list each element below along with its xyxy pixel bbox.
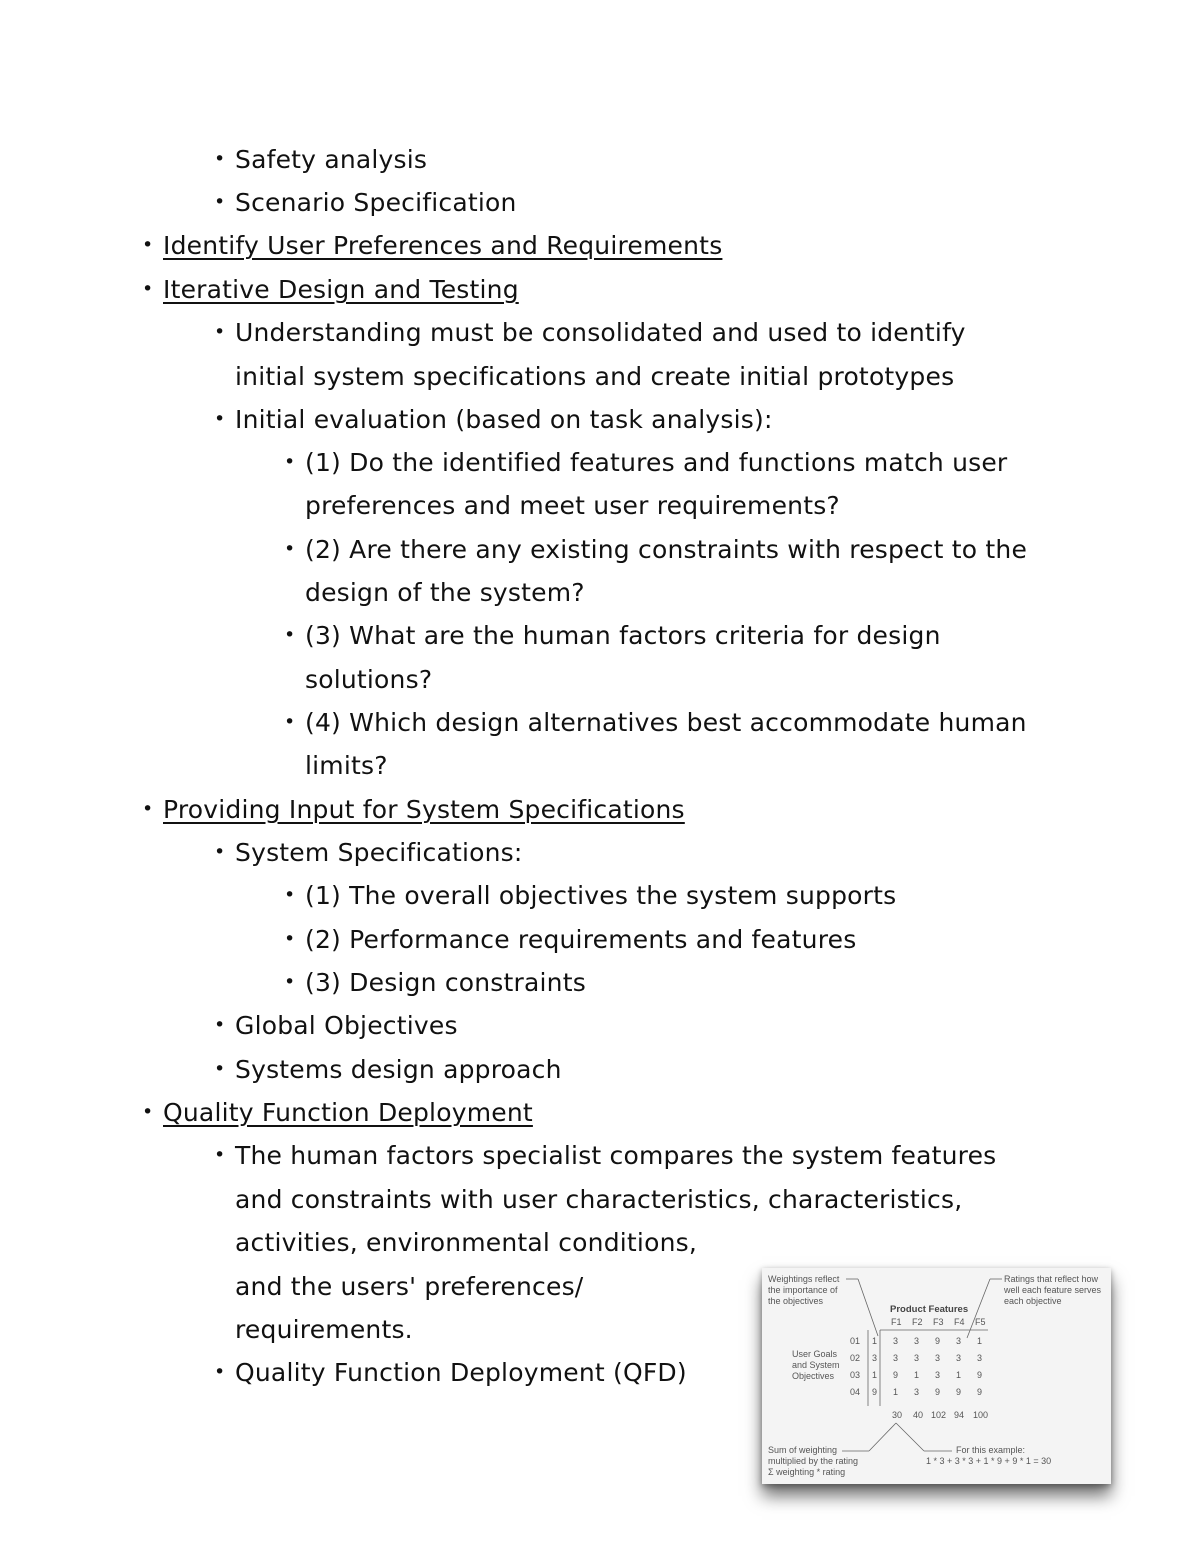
- list-item: • Quality Function Deployment (QFD): [214, 1358, 687, 1387]
- rating-cell: 3: [893, 1336, 899, 1346]
- bullet: •: [214, 1361, 226, 1383]
- row-label: 03: [850, 1370, 861, 1380]
- leader-line: [858, 1279, 878, 1336]
- sum-cell: 30: [892, 1410, 903, 1420]
- rating-cell: 3: [914, 1387, 920, 1397]
- row-title-line: User Goals: [792, 1349, 838, 1359]
- section-heading: • Quality Function Deployment: [142, 1098, 533, 1127]
- list-item: • Global Objectives: [214, 1011, 458, 1040]
- section-heading: • Iterative Design and Testing: [142, 275, 519, 304]
- bullet: •: [142, 278, 154, 300]
- row-label: 01: [850, 1336, 861, 1346]
- list-item: • (3) Design constraints: [284, 968, 586, 997]
- list-item: • Understanding must be consolidated and used to identify: [214, 318, 966, 347]
- table-row: [850, 1353, 982, 1363]
- row-label: 04: [850, 1387, 861, 1397]
- list-item: • Systems design approach: [214, 1055, 562, 1084]
- bullet: •: [284, 451, 296, 473]
- list-item: • (3) What are the human factors criteria for design: [284, 621, 941, 650]
- bullet: •: [284, 624, 296, 646]
- section-heading: • Identify User Preferences and Requirements: [142, 231, 723, 260]
- list-item: • (2) Performance requirements and features: [284, 925, 857, 954]
- list-item-continuation: preferences and meet user requirements?: [305, 491, 840, 520]
- rating-cell: 9: [956, 1387, 962, 1397]
- bullet: •: [214, 1014, 226, 1036]
- section-heading: • Providing Input for System Specifications: [142, 795, 685, 824]
- list-item: • (1) Do the identified features and functions match user: [284, 448, 1008, 477]
- leader-line: [869, 1423, 896, 1451]
- list-item-continuation: activities, environmental conditions,: [235, 1228, 697, 1257]
- list-item: • Scenario Specification: [214, 188, 517, 217]
- row-weight: 3: [872, 1353, 878, 1363]
- note-weightings-line: the objectives: [768, 1296, 824, 1306]
- rating-cell: 3: [956, 1336, 962, 1346]
- feature-header: F1: [891, 1317, 902, 1327]
- note-sum-line: Sum of weighting: [768, 1445, 838, 1455]
- bullet: •: [214, 191, 226, 213]
- row-title-line: and System: [792, 1360, 840, 1370]
- leader-line: [967, 1279, 990, 1338]
- list-item: • System Specifications:: [214, 838, 523, 867]
- sum-cell: 94: [954, 1410, 965, 1420]
- bullet: •: [142, 234, 154, 256]
- rating-cell: 3: [914, 1353, 920, 1363]
- bullet: •: [142, 798, 154, 820]
- note-weightings-line: Weightings reflect: [768, 1274, 840, 1284]
- note-example-line: For this example:: [956, 1445, 1026, 1455]
- note-sum-line: Σ weighting * rating: [768, 1467, 846, 1477]
- feature-header: F2: [912, 1317, 923, 1327]
- sum-cell: 40: [913, 1410, 924, 1420]
- rating-cell: 3: [956, 1353, 962, 1363]
- bullet: •: [284, 928, 296, 950]
- bullet: •: [284, 711, 296, 733]
- list-item-continuation: design of the system?: [305, 578, 585, 607]
- bullet: •: [214, 408, 226, 430]
- bullet: •: [214, 321, 226, 343]
- row-weight: 9: [872, 1387, 878, 1397]
- rating-cell: 3: [935, 1370, 941, 1380]
- product-features-title: Product Features: [890, 1304, 969, 1315]
- rating-cell: 9: [977, 1387, 983, 1397]
- rating-cell: 1: [893, 1387, 899, 1397]
- rating-cell: 9: [935, 1387, 941, 1397]
- table-row: [850, 1336, 982, 1346]
- rating-cell: 3: [914, 1336, 920, 1346]
- note-ratings-line: each objective: [1004, 1296, 1062, 1306]
- list-item: • (4) Which design alternatives best accommodate human: [284, 708, 1027, 737]
- rating-cell: 3: [935, 1353, 941, 1363]
- note-example-line: 1 * 3 + 3 * 3 + 1 * 9 + 9 * 1 = 30: [926, 1456, 1052, 1466]
- rating-cell: 1: [956, 1370, 962, 1380]
- bullet: •: [284, 538, 296, 560]
- list-item-continuation: limits?: [305, 751, 388, 780]
- list-item-continuation: solutions?: [305, 665, 433, 694]
- note-ratings-line: well each feature serves: [1004, 1285, 1102, 1295]
- note-ratings-line: Ratings that reflect how: [1004, 1274, 1099, 1284]
- rating-cell: 9: [893, 1370, 899, 1380]
- row-weight: 1: [872, 1370, 878, 1380]
- note-sum-line: multiplied by the rating: [768, 1456, 859, 1466]
- sum-cell: 102: [931, 1410, 947, 1420]
- leader-line: [896, 1423, 924, 1451]
- bullet: •: [284, 884, 296, 906]
- table-row: [850, 1370, 982, 1380]
- sum-cell: 100: [973, 1410, 989, 1420]
- qfd-figure: [762, 1268, 1111, 1484]
- rating-cell: 3: [893, 1353, 899, 1363]
- list-item-continuation: and the users' preferences/: [235, 1272, 584, 1301]
- list-item: • (2) Are there any existing constraints with respect to the: [284, 535, 1028, 564]
- rating-cell: 3: [977, 1353, 983, 1363]
- rating-cell: 9: [935, 1336, 941, 1346]
- list-item: • The human factors specialist compares the system features: [214, 1141, 997, 1170]
- rating-cell: 1: [977, 1336, 983, 1346]
- feature-header: F3: [933, 1317, 944, 1327]
- rating-cell: 9: [977, 1370, 983, 1380]
- row-label: 02: [850, 1353, 861, 1363]
- bullet: •: [142, 1101, 154, 1123]
- bullet: •: [214, 1144, 226, 1166]
- bullet: •: [214, 1058, 226, 1080]
- note-weightings-line: the importance of: [768, 1285, 838, 1295]
- list-item: • Initial evaluation (based on task analysis):: [214, 405, 773, 434]
- list-item-continuation: and constraints with user characteristics, characteristics,: [235, 1185, 963, 1214]
- list-item: • Safety analysis: [214, 145, 428, 174]
- qfd-diagram: [762, 1268, 1111, 1484]
- feature-header: F4: [954, 1317, 965, 1327]
- list-item-continuation: initial system specifications and create initial prototypes: [235, 362, 955, 391]
- bullet: •: [284, 971, 296, 993]
- row-title-line: Objectives: [792, 1371, 835, 1381]
- bullet: •: [214, 841, 226, 863]
- bullet: •: [214, 148, 226, 170]
- rating-cell: 1: [914, 1370, 920, 1380]
- feature-header: F5: [975, 1317, 986, 1327]
- list-item: • (1) The overall objectives the system supports: [284, 881, 897, 910]
- row-weight: 1: [872, 1336, 878, 1346]
- list-item-continuation: requirements.: [235, 1315, 413, 1344]
- table-row: [850, 1387, 982, 1397]
